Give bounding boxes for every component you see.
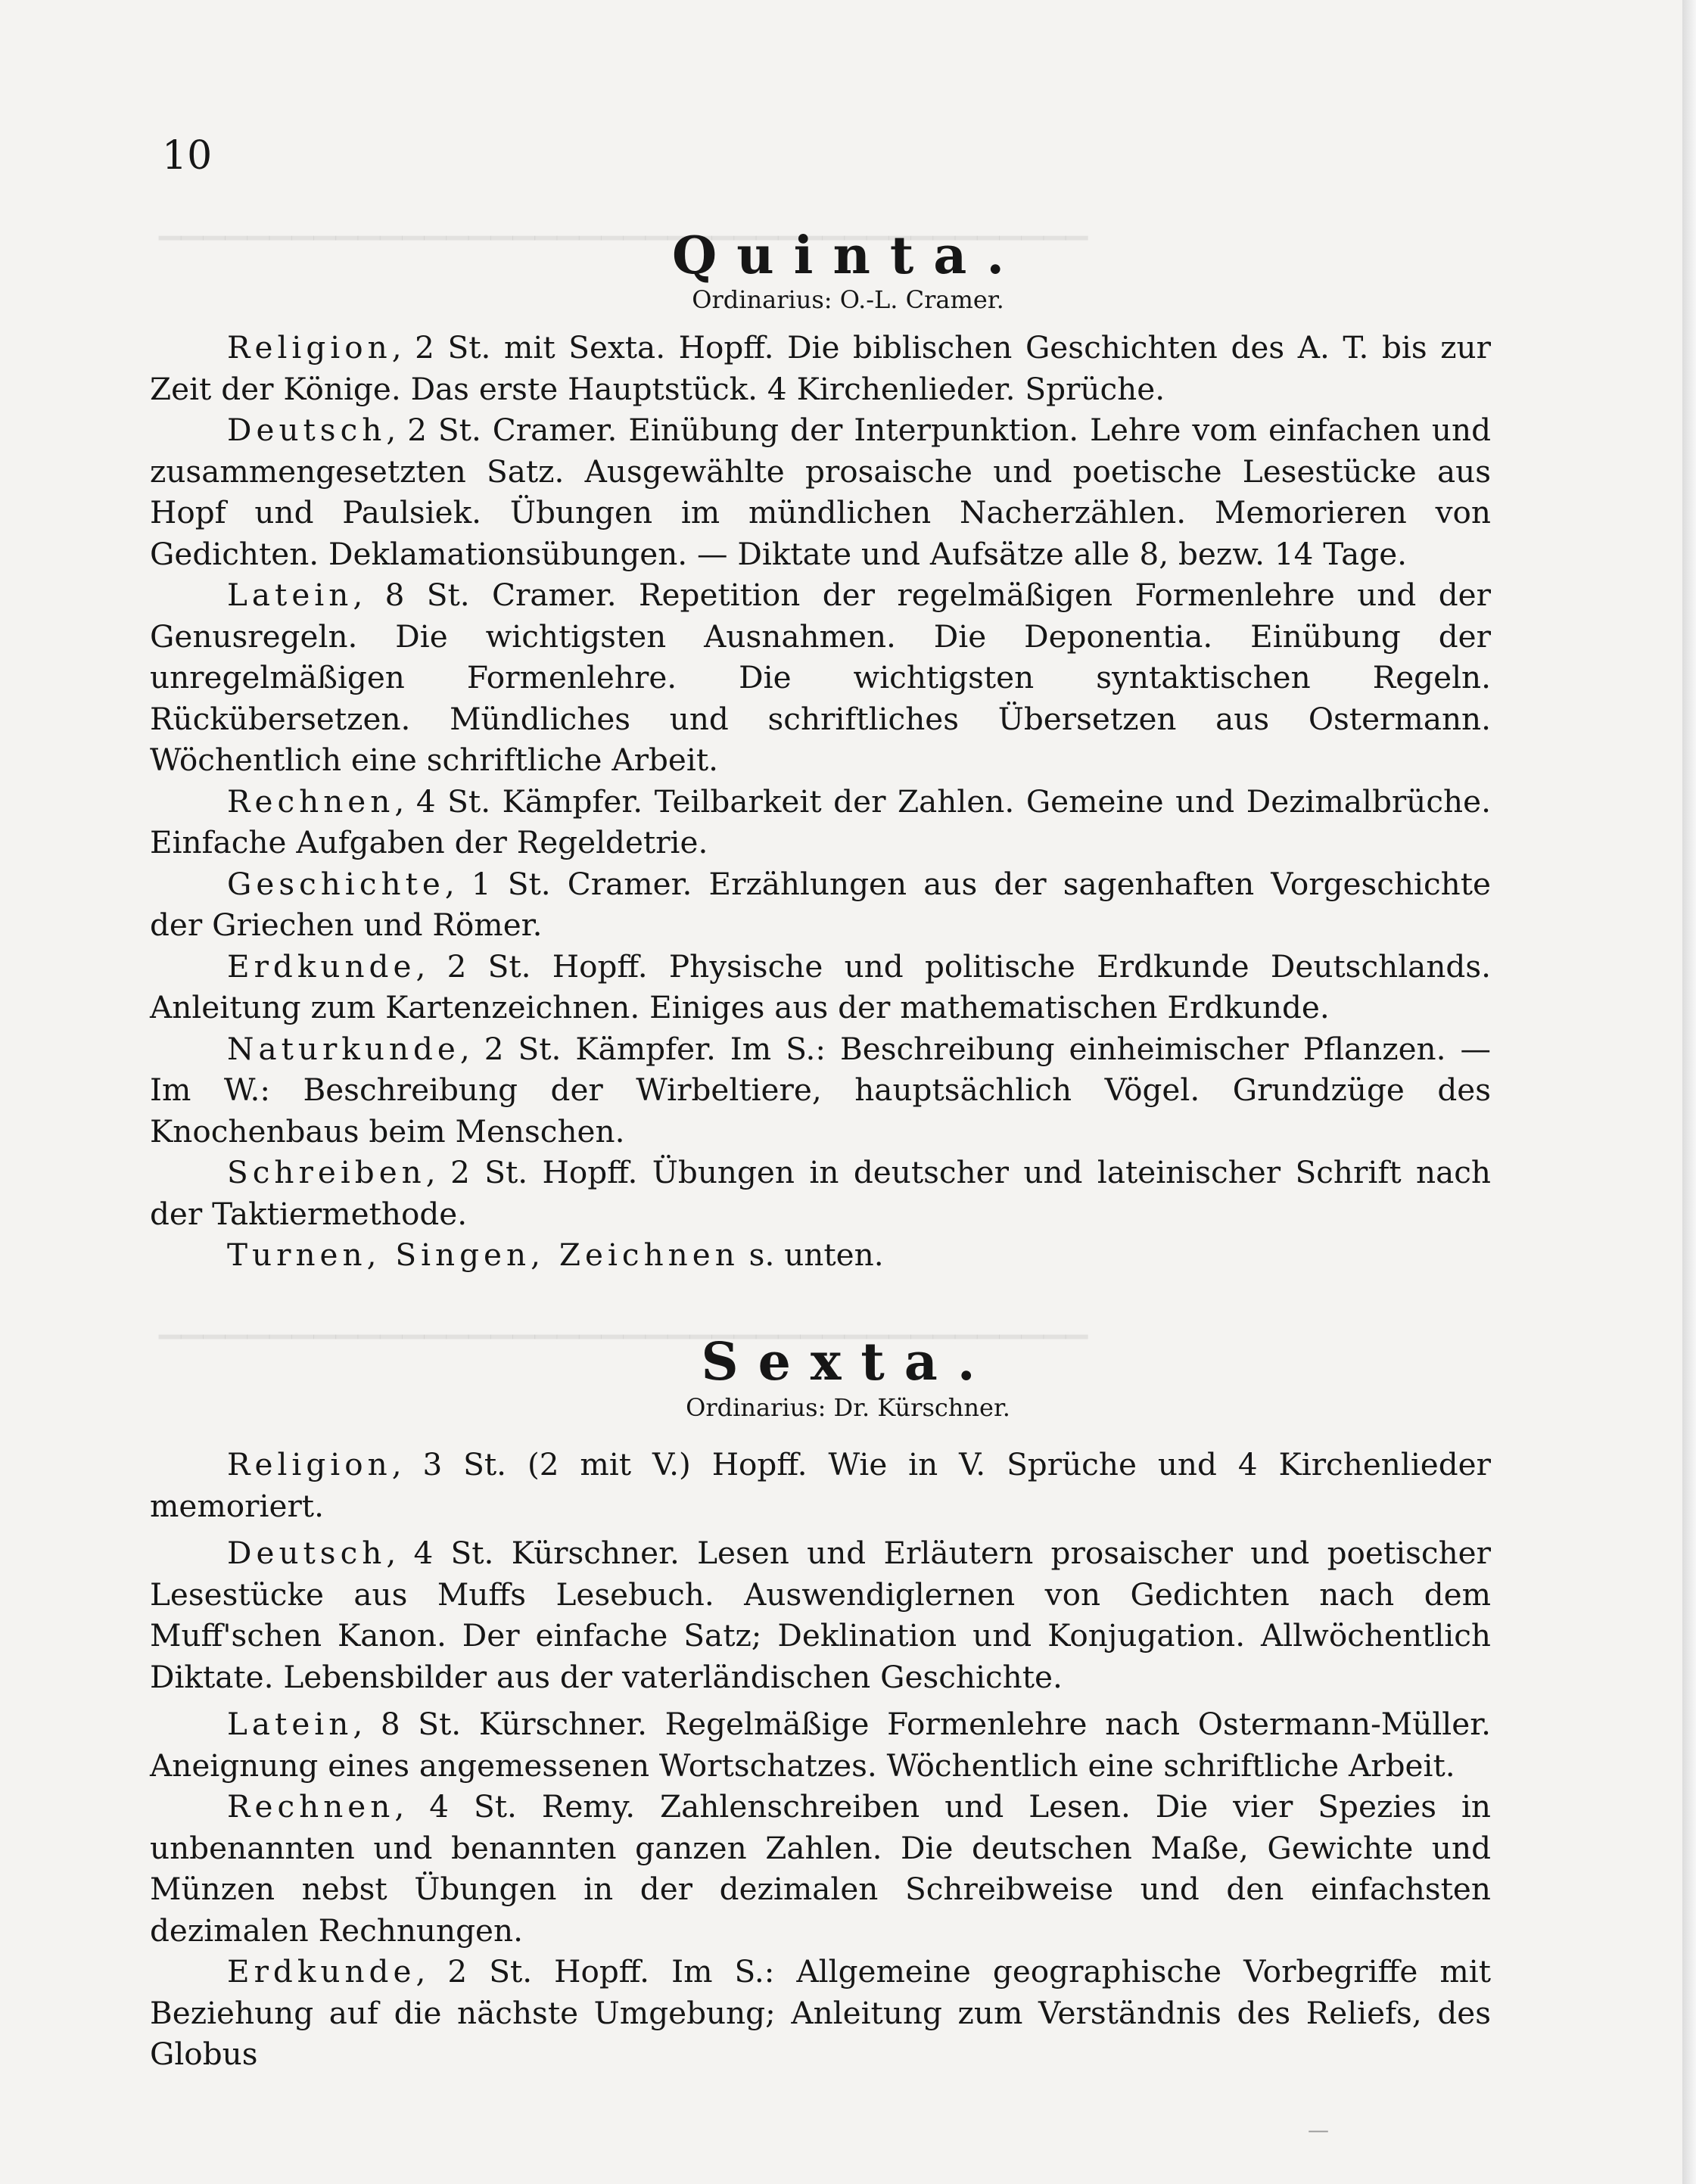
subject-text: , 8 St. Kürschner. Regelmäßige Formenlehre nach Ostermann-Müller. Aneignung eines angemessenen Wortschatzes. Wöchentlich eine schriftliche Arbeit.: [150, 1706, 1491, 1784]
subject-text: , 2 St. Hopff. Physische und politische Erdkunde Deutschlands. Anleitung zum Kartenzeichnen. Einiges aus der mathematischen Erdkunde.: [150, 947, 1491, 1025]
subject-text: , 2 St. Kämpfer. Im S.: Beschreibung einheimischer Pflanzen. — Im W.: Beschreibung der Wirbeltiere, hauptsächlich Vögel. Grundzüge des Knochenbaus beim Menschen.: [150, 1030, 1491, 1150]
subject-name: Rechnen: [227, 1788, 395, 1825]
subject-name: Religion: [227, 1446, 392, 1482]
section-title-sexta: Sexta.: [701, 1332, 995, 1392]
sexta-subjects: [150, 1444, 1491, 2075]
subject-name: Schreiben: [227, 1154, 426, 1190]
subject-name: Rechnen: [227, 782, 395, 820]
subject-paragraph: [150, 574, 1491, 781]
subject-paragraph: [150, 1532, 1491, 1697]
subject-name: Turnen, Singen, Zeichnen: [227, 1237, 739, 1273]
subject-text: , 8 St. Cramer. Repetition der regelmäßigen Formenlehre und der Genusregeln. Die wichtigsten Ausnahmen. Die Deponentia. Einübung der unregelmäßigen Formenlehre. Die wichtigsten syntaktischen Regeln. Rückübersetzen. Mündliches und schriftliches Übersetzen aus Ostermann. Wöchentlich eine schriftliche Arbeit.: [150, 577, 1491, 778]
subject-text: , 2 St. Hopff. Übungen in deutscher und lateinischer Schrift nach der Taktiermethode.: [150, 1154, 1491, 1232]
subject-name: Naturkunde: [227, 1030, 460, 1067]
subject-paragraph: [150, 781, 1491, 863]
page-number: 10: [162, 133, 213, 179]
subject-name: Erdkunde: [227, 1953, 416, 1990]
subject-paragraph: [150, 1028, 1491, 1153]
subject-name: Geschichte: [227, 865, 445, 902]
ordinarius-sexta: Ordinarius: Dr. Kürschner.: [686, 1393, 1010, 1422]
subject-text: , 2 St. mit Sexta. Hopff. Die biblischen Geschichten des A. T. bis zur Zeit der Könige. Das erste Hauptstück. 4 Kirchenlieder. Sprüche.: [150, 329, 1491, 407]
subject-text: , 3 St. (2 mit V.) Hopff. Wie in V. Sprüche und 4 Kirchenlieder memoriert.: [150, 1446, 1491, 1524]
subject-text: , 1 St. Cramer. Erzählungen aus der sagenhaften Vorgeschichte der Griechen und Römer.: [150, 865, 1491, 943]
subject-text: , 2 St. Cramer. Einübung der Interpunktion. Lehre vom einfachen und zusammengesetzten Satz. Ausgewählte prosaische und poetische Lesestücke aus Hopf und Paulsiek. Übungen im mündlichen Nacherzählen. Memorieren von Gedichten. Deklamationsübungen. — Diktate und Aufsätze alle 8, bezw. 14 Tage.: [150, 412, 1491, 572]
subject-paragraph: [150, 327, 1491, 409]
subject-paragraph: [150, 1703, 1491, 1786]
subject-paragraph: [150, 863, 1491, 946]
subject-text: , 4 St. Remy. Zahlenschreiben und Lesen. Die vier Spezies in unbenannten und benannten ganzen Zahlen. Die deutschen Maße, Gewichte und Münzen nebst Übungen in der dezimalen Schreibweise und den einfachsten dezimalen Rechnungen.: [150, 1788, 1491, 1949]
subject-name: Latein: [227, 1706, 353, 1742]
subject-paragraph: [150, 946, 1491, 1028]
subject-paragraph: [150, 1786, 1491, 1951]
subject-paragraph: [150, 1152, 1491, 1234]
bleed-through-line: ▁▁▁▁▁▁▁▁▁▁▁▁▁▁▁▁▁▁▁▁▁▁▁▁▁▁▁▁▁▁▁▁▁▁▁▁▁▁▁▁▁▁: [159, 207, 1088, 240]
subject-text: , 4 St. Kämpfer. Teilbarkeit der Zahlen. Gemeine und Dezimalbrüche. Einfache Aufgaben der Regeldetrie.: [150, 782, 1491, 860]
subject-name: Deutsch: [227, 1535, 387, 1571]
subject-name: Erdkunde: [227, 947, 416, 985]
subject-text: , 4 St. Kürschner. Lesen und Erläutern prosaischer und poetischer Lesestücke aus Muffs Lesebuch. Auswendiglernen von Gedichten nach dem Muff'schen Kanon. Der einfache Satz; Deklination und Konjugation. Allwöchentlich Diktate. Lebensbilder aus der vaterländischen Geschichte.: [150, 1535, 1491, 1695]
subject-paragraph: [150, 1444, 1491, 1526]
quinta-subjects: [150, 327, 1491, 1276]
subject-name: Religion: [227, 329, 392, 366]
subject-name: Deutsch: [227, 412, 387, 448]
subject-name: Latein: [227, 577, 353, 613]
ordinarius-quinta: Ordinarius: O.-L. Cramer.: [692, 285, 1004, 314]
subject-text: , 2 St. Hopff. Im S.: Allgemeine geographische Vorbegriffe mit Beziehung auf die nächste Umgebung; Anleitung zum Verständnis des Reliefs, des Globus: [150, 1953, 1491, 2072]
subject-paragraph: [150, 1234, 1491, 1276]
subject-text: s. unten.: [739, 1237, 884, 1273]
margin-mark: —: [1308, 2117, 1329, 2142]
page-edge-shadow: [1682, 0, 1696, 2184]
bleed-through-line: ▁▁▁▁▁▁▁▁▁▁▁▁▁▁▁▁▁▁▁▁▁▁▁▁▁▁▁▁▁▁▁▁▁▁▁▁▁▁▁▁▁▁: [159, 1305, 1088, 1339]
subject-paragraph: [150, 409, 1491, 574]
section-title-quinta: Quinta.: [671, 226, 1025, 286]
subject-paragraph: [150, 1951, 1491, 2075]
